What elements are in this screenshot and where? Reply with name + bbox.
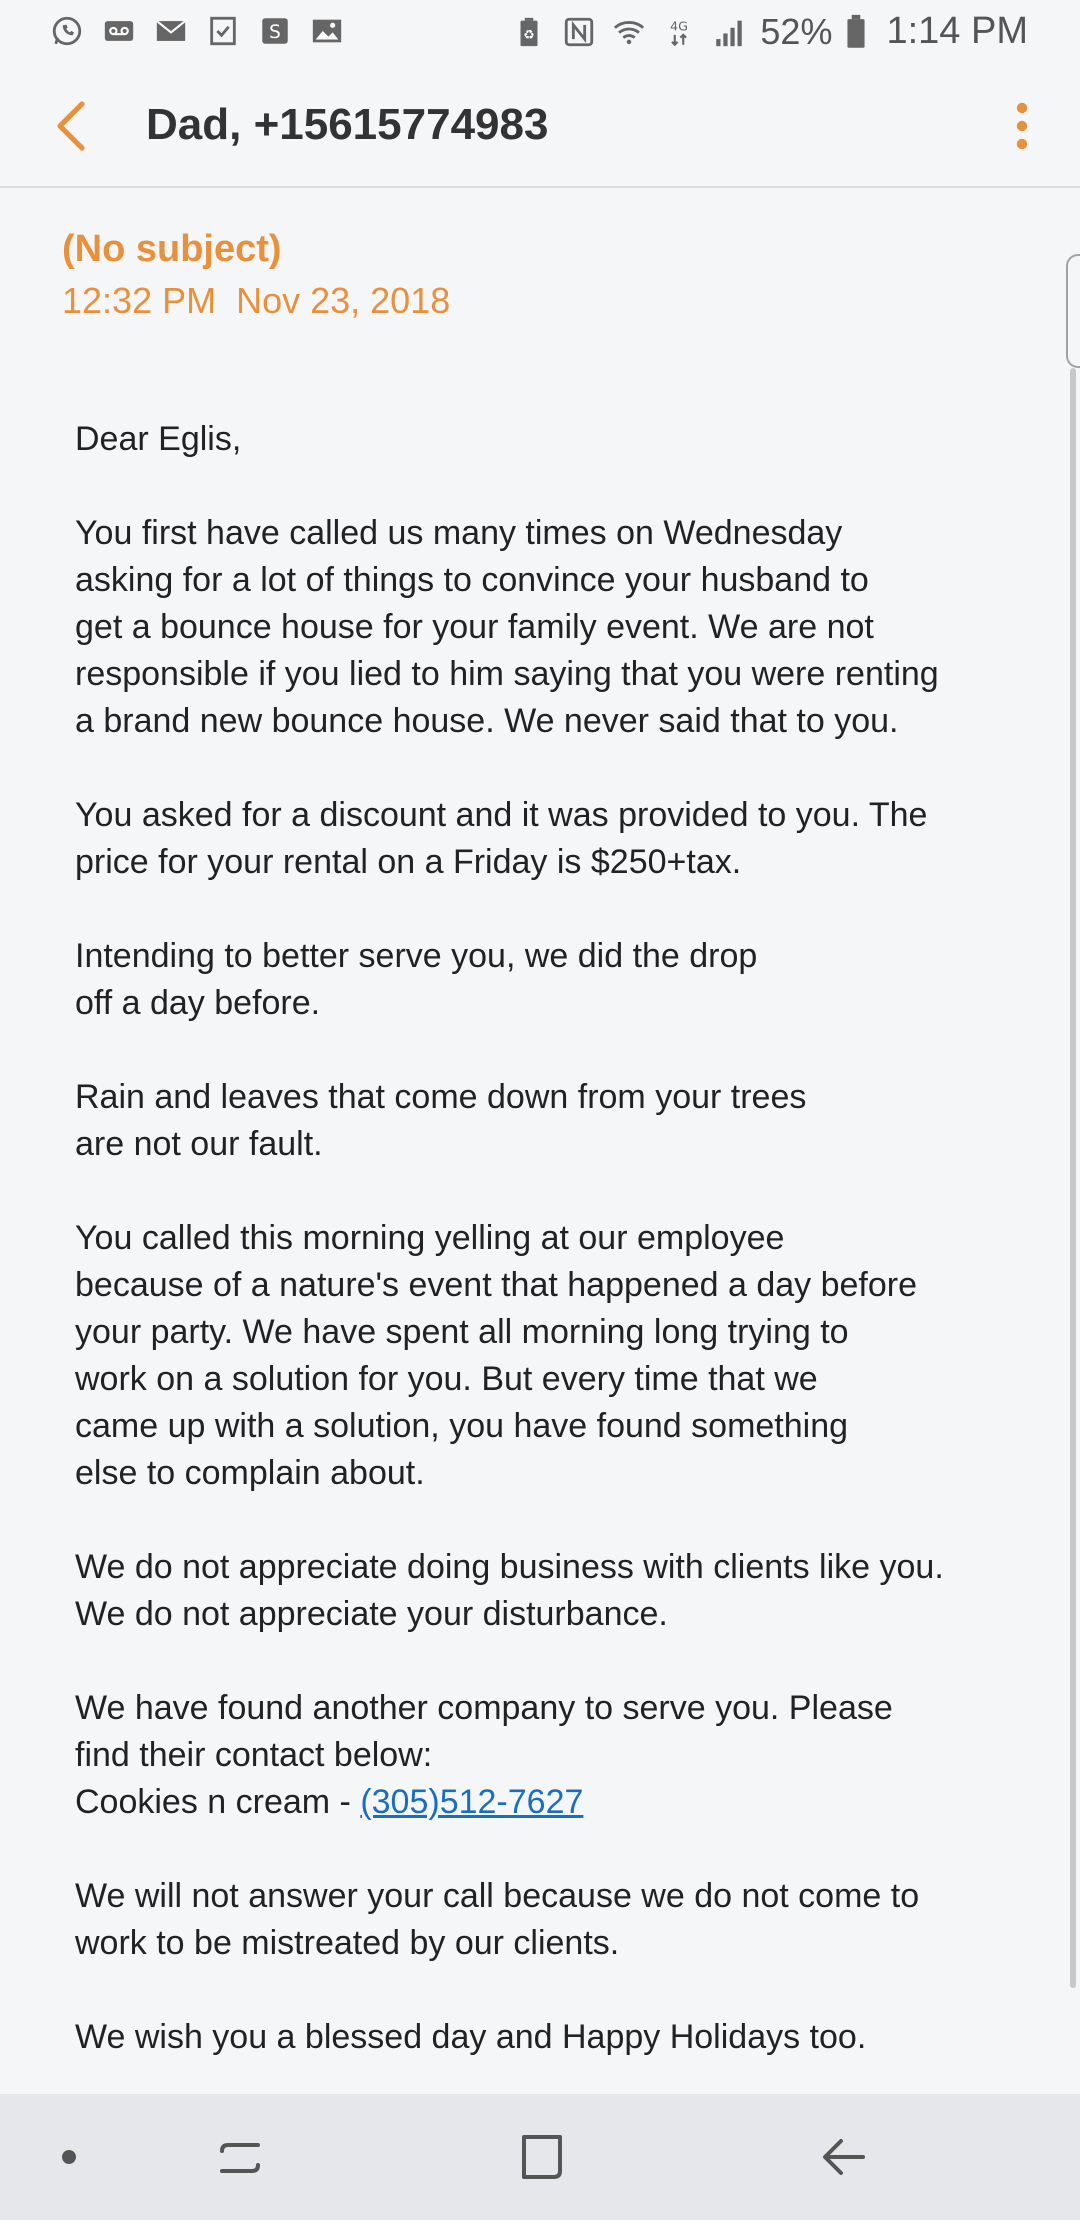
message-view[interactable] [0,188,1080,2094]
message-paragraph: We wish you a blessed day and Happy Holidays too. [75,2018,867,2056]
scrollbar[interactable] [1070,368,1076,1988]
samsung-pay-icon [256,12,294,50]
home-icon [514,2129,570,2185]
referral-paragraph [75,1685,1035,1826]
message-paragraph: Dear Eglis, [75,420,242,458]
recent-apps-button[interactable] [205,2124,275,2190]
clock: 1:14 PM [886,10,1028,52]
svg-text:♻: ♻ [523,27,536,43]
message-paragraph: We will not answer your call because we do not come to work to be mistreated by our clients. [75,1877,920,1962]
message-paragraph: You called this morning yelling at our employee because of a nature's event that happened a day before your party. We have spent all morning long trying to work on a solution for you. But every time that we came up with a solution, you have found something else to complain about. [75,1219,918,1492]
voicemail-icon [100,12,138,50]
app-bar [0,64,1080,188]
system-icons [510,10,1028,53]
wifi-icon [610,13,648,51]
message-body [75,416,1035,2094]
gallery-icon [308,12,346,50]
back-button[interactable] [46,98,98,154]
message-paragraph: You asked for a discount and it was provided to you. The price for your rental on a Friday is $250+tax. [75,796,928,881]
referral-name: Cookies n cream - [75,1783,361,1821]
svg-text:4G: 4G [670,19,689,35]
nav-bar-toggle-dot[interactable] [62,2150,76,2164]
edge-panel-handle[interactable] [1066,254,1080,368]
message-paragraph: We do not appreciate doing business with clients like you. We do not appreciate your disturbance. [75,1548,944,1633]
svg-text:S: S [269,22,281,44]
message-paragraph: Intending to better serve you, we did the drop off a day before. [75,937,758,1022]
referral-intro: We have found another company to serve you. Please find their contact below: [75,1689,893,1774]
back-nav-icon [817,2129,873,2185]
back-nav-button[interactable] [810,2124,880,2190]
recent-apps-icon [212,2129,268,2185]
notification-icons [48,12,346,50]
conversation-title: Dad, +15615774983 [146,100,549,149]
back-arrow-icon [46,98,98,154]
home-button[interactable] [507,2124,577,2190]
message-paragraph: You first have called us many times on Wednesday asking for a lot of things to convince your husband to get a bounce house for your family event. We are not responsible if you lied to him saying that you were renting a brand new bounce house. We never said that to you. [75,514,939,740]
battery-saver-icon [510,13,548,51]
more-vert-icon [1000,98,1044,154]
nfc-icon [560,13,598,51]
whatsapp-icon [48,12,86,50]
navigation-bar [0,2094,1080,2220]
status-bar [0,0,1080,64]
email-icon [152,12,190,50]
message-datetime: 12:32 PM Nov 23, 2018 [62,280,451,321]
task-icon [204,12,242,50]
signal-icon [710,13,748,51]
message-subject: (No subject) [62,228,282,270]
4g-icon [660,13,698,51]
more-options-button[interactable] [1000,98,1044,154]
phone-number-link[interactable]: (305)512-7627 [360,1783,584,1821]
battery-percent: 52% [760,10,833,52]
battery-icon [844,13,868,51]
message-paragraph: Rain and leaves that come down from your trees are not our fault. [75,1078,807,1163]
